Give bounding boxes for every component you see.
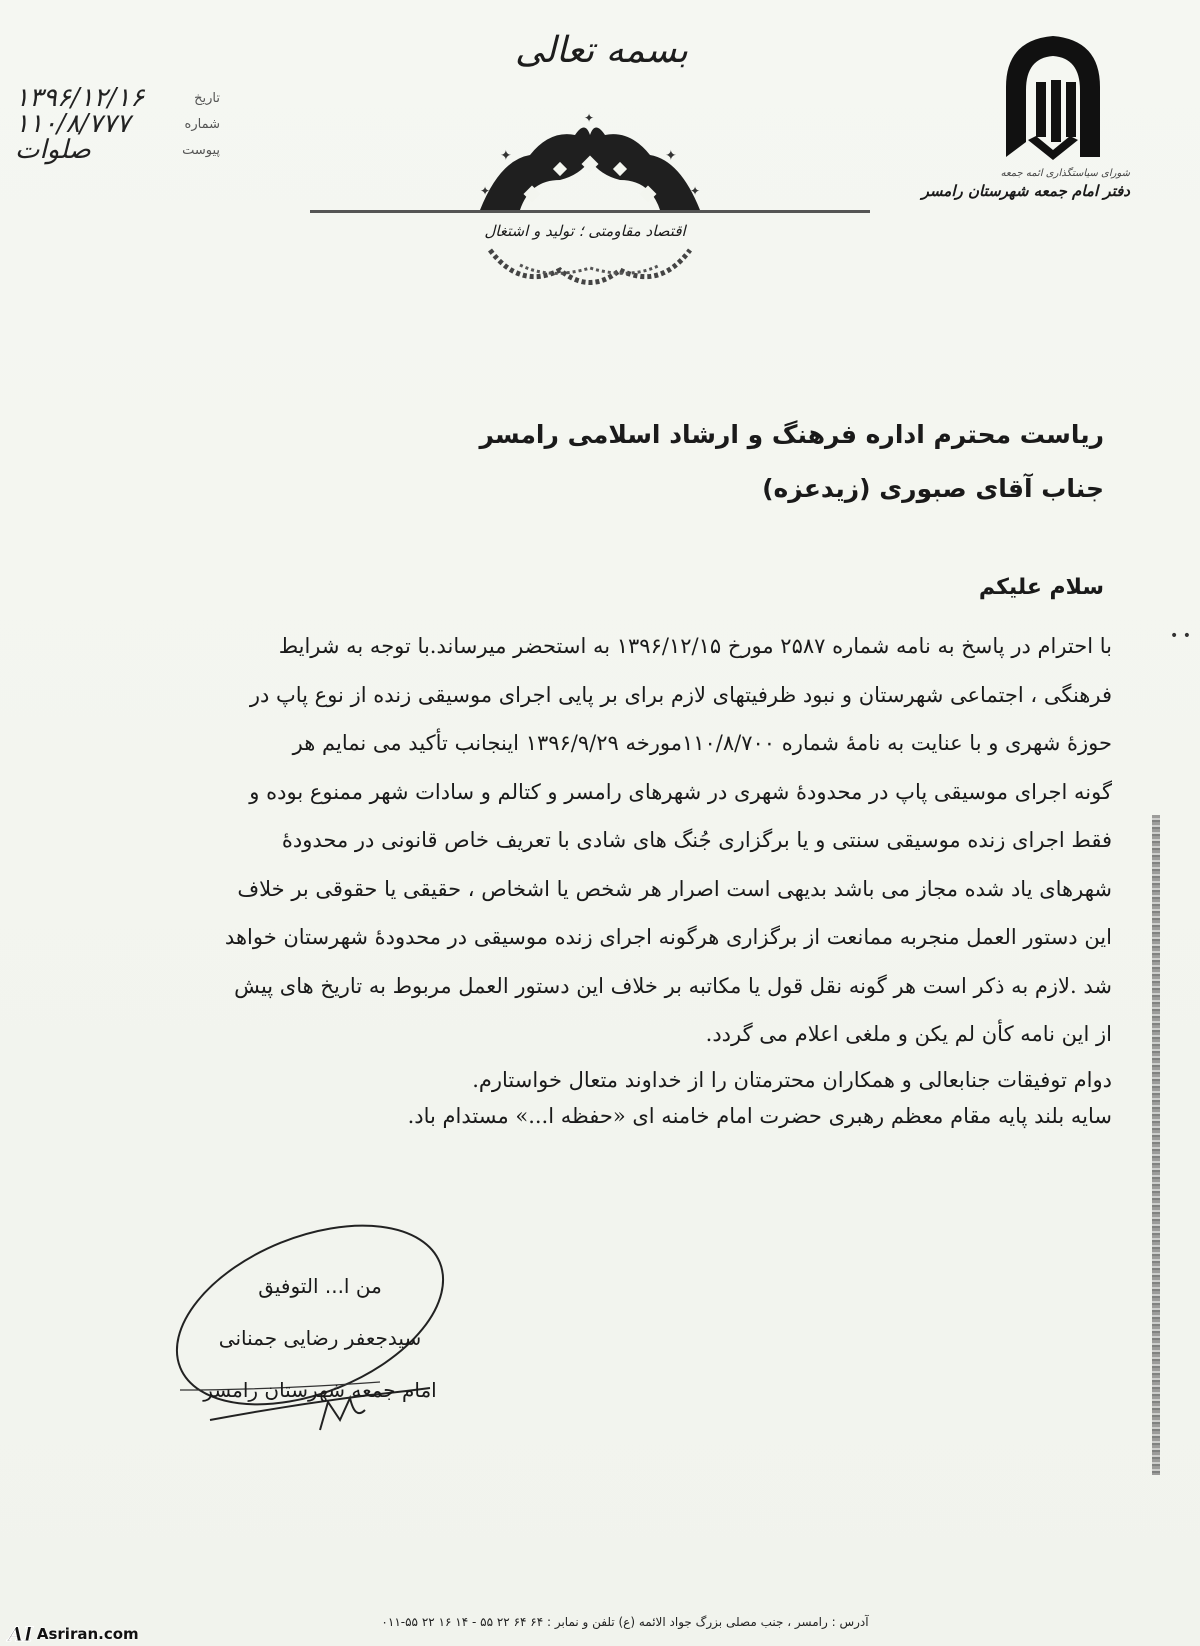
bismillah-heading: بسمه تعالی <box>515 30 689 71</box>
friday-prayer-office-logo-icon <box>998 32 1108 162</box>
addressee-title: ریاست محترم اداره فرهنگ و ارشاد اسلامی رامسر <box>479 420 1104 449</box>
attachment-label: پیوست <box>182 142 220 158</box>
logo-subtitle: شورای سیاستگذاری ائمه جمعه <box>1000 168 1130 179</box>
site-watermark <box>8 1622 139 1646</box>
svg-text:✦: ✦ <box>500 148 512 164</box>
body-line: شد .لازم به ذکر است هر گونه نقل قول یا مکاتبه بر خلاف این دستور العمل مربوط به تاریخ های پیش <box>234 973 1112 998</box>
body-line: با احترام در پاسخ به نامه شماره ۲۵۸۷ مورخ ۱۳۹۶/۱۲/۱۵ به استحضر میرساند.با توجه به شرایط <box>278 634 1112 658</box>
letter-closing <box>408 1062 1112 1134</box>
signature-block <box>180 1260 460 1416</box>
signature-salutation: من ا... التوفیق <box>258 1274 382 1298</box>
body-line: فرهنگی ، اجتماعی شهرستان و نبود ظرفیتهای لازم برای بر پایی اجرای موسیقی زنده از نوع پاپ در <box>249 682 1112 707</box>
header-motto: اقتصاد مقاومتی ؛ تولید و اشتغال <box>484 222 686 240</box>
ornament-icon <box>460 100 720 300</box>
signatory-title: امام جمعه شهرستان رامسر <box>203 1378 437 1402</box>
meta-number <box>10 111 220 137</box>
body-line: این دستور العمل منجربه ممانعت از برگزاری هرگونه اجرای زنده موسیقی در محدودهٔ شهرستان خواهد <box>224 925 1112 949</box>
number-value: ۱۱۰/۸/۷۷۷ <box>15 109 131 139</box>
letter-metadata <box>10 85 220 163</box>
scan-dots: • • <box>1170 628 1191 644</box>
signatory-name: سیدجعفر رضایی جمنانی <box>218 1326 422 1350</box>
attachment-value: صلوات <box>15 135 91 165</box>
scan-edge-artifact <box>1152 815 1160 1475</box>
greeting: سلام علیکم <box>978 575 1104 600</box>
svg-text:✦: ✦ <box>690 184 701 198</box>
letterhead-footer-address: آدرس : رامسر ، جنب مصلی بزرگ جواد الائمه (ع) تلفن و نمابر : ۶۴ ۶۴ ۲۲ ۵۵ - ۱۴ ۱۶ ۲۲ ۵۵-۰۱۱ <box>381 1615 869 1629</box>
number-label: شماره <box>184 116 220 132</box>
svg-text:✦: ✦ <box>665 148 677 164</box>
closing-line: سایه بلند پایه مقام معظم رهبری حضرت امام خامنه ای «حفظه ا...» مستدام باد. <box>407 1104 1112 1128</box>
body-line: حوزهٔ شهری و با عنایت به نامهٔ شماره ۱۱۰/۸/۷۰۰مورخه ۱۳۹۶/۹/۲۹ اینجانب تأکید می نمایم هر <box>292 731 1112 755</box>
svg-text:✦: ✦ <box>480 184 491 198</box>
logo-title: دفتر امام جمعه شهرستان رامسر <box>921 182 1130 200</box>
body-line: گونه اجرای موسیقی پاپ در محدودهٔ شهری در شهرهای رامسر و کتالم و سادات شهر ممنوع بوده و <box>249 779 1112 804</box>
watermark-logo-icon: AI <box>8 1622 33 1646</box>
addressee-name: جناب آقای صبوری (زیدعزه) <box>762 474 1104 503</box>
letter-body <box>92 622 1112 1059</box>
svg-text:✦: ✦ <box>584 111 595 125</box>
closing-line: دوام توفیقات جنابعالی و همکاران محترمتان را از خداوند متعال خواستارم. <box>472 1068 1112 1092</box>
watermark-site: Asriran.com <box>36 1625 139 1643</box>
date-value: ۱۳۹۶/۱۲/۱۶ <box>15 83 145 113</box>
body-line: از این نامه کأن لم یکن و ملغی اعلام می گردد. <box>705 1022 1112 1046</box>
meta-date <box>10 85 220 111</box>
meta-attachment <box>10 137 220 163</box>
date-label: تاریخ <box>194 90 220 106</box>
body-line: فقط اجرای زنده موسیقی سنتی و یا برگزاری جُنگ های شادی با تعریف خاص قانونی در محدودهٔ <box>281 828 1112 852</box>
body-line: شهرهای یاد شده مجاز می باشد بدیهی است اصرار هر شخص یا اشخاص ، حقیقی یا حقوقی بر خلاف <box>237 876 1112 901</box>
